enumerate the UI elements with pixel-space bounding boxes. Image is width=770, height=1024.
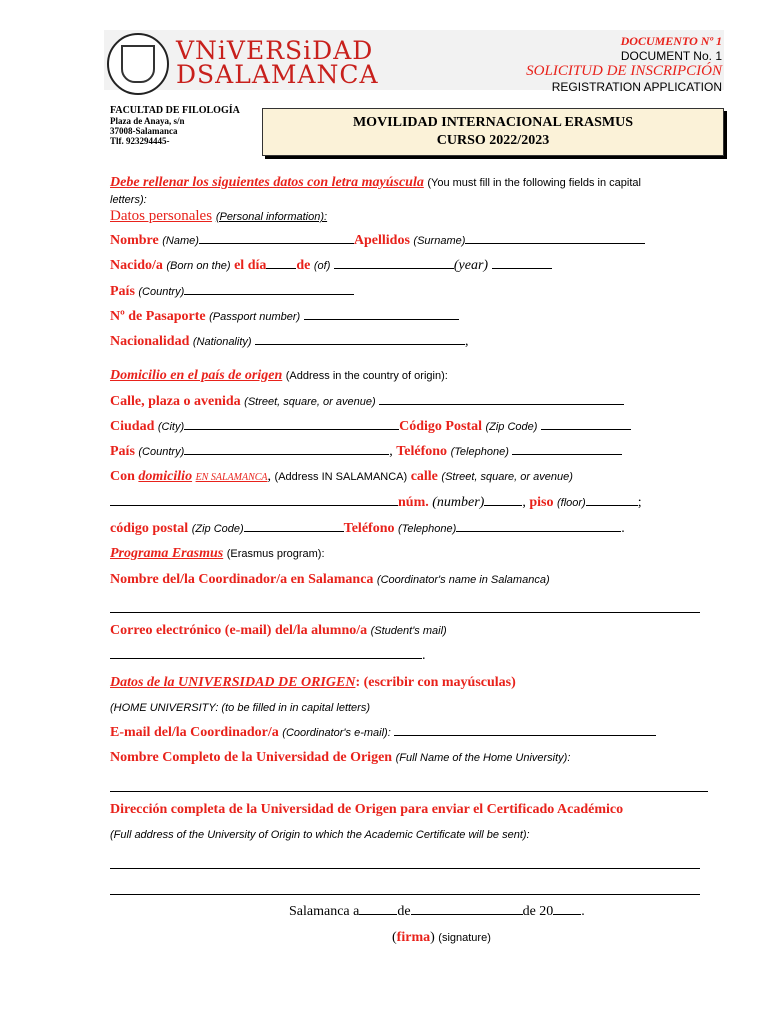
- city-field[interactable]: [184, 428, 399, 430]
- signature-line: (firma) (signature): [392, 930, 491, 945]
- student-email-label-en: (Student's mail): [370, 625, 447, 637]
- of-label-en: (of): [313, 260, 331, 272]
- passport-field[interactable]: [304, 318, 459, 320]
- instructions-en: (You must fill in the following fields in capital: [427, 177, 641, 189]
- university-seal-icon: [107, 33, 169, 95]
- home-country-label: País: [110, 444, 135, 459]
- instructions-en-2: letters):: [110, 194, 147, 206]
- title-line1: MOVILIDAD INTERNACIONAL ERASMUS: [352, 115, 634, 130]
- sal-zip-field[interactable]: [244, 530, 344, 532]
- nationality-label-en: (Nationality): [192, 336, 252, 348]
- zip-label-en: (Zip Code): [485, 421, 538, 433]
- signature-label: firma: [396, 930, 431, 945]
- passport-row: [110, 309, 459, 325]
- sal-phone-field[interactable]: [456, 530, 621, 532]
- floor-field[interactable]: [586, 504, 638, 506]
- salamanca-address-row: Con domicilio EN SALAMANCA, (Address IN SALAMANCA) calle (Street, square, or avenue): [110, 469, 573, 484]
- year-field[interactable]: [492, 267, 552, 269]
- month-date-field[interactable]: [411, 913, 523, 915]
- nationality-field[interactable]: [255, 343, 465, 345]
- sal-street-label: calle: [410, 469, 438, 484]
- doc-number-es: DOCUMENTO Nº 1: [620, 34, 722, 48]
- name-row: [110, 233, 645, 249]
- university-name-line1: VNiVERSiDAD: [176, 36, 374, 65]
- sal-phone-label: Teléfono: [343, 521, 395, 536]
- city-label: Ciudad: [110, 419, 155, 434]
- coord-email-field[interactable]: [394, 734, 656, 736]
- uni-address-row: [110, 802, 623, 818]
- coordinator-field[interactable]: [110, 612, 700, 613]
- faculty-address-2: 37008-Salamanca: [110, 126, 178, 136]
- coordinator-row: [110, 572, 550, 588]
- birth-row: [110, 258, 552, 274]
- uni-fullname-label-en: (Full Name of the Home University):: [395, 752, 571, 764]
- coordinator-label: Nombre del/la Coordinador/a en Salamanca: [110, 572, 374, 587]
- home-uni-heading-note: : (escribir con mayúsculas): [355, 675, 516, 690]
- con-label: Con: [110, 469, 135, 484]
- of-label: de: [296, 258, 311, 273]
- de1-label: de: [397, 904, 411, 919]
- student-email-line: .: [110, 648, 426, 664]
- day-label: el día: [234, 258, 267, 273]
- month-field[interactable]: [334, 267, 454, 269]
- floor-label-en: (floor): [556, 497, 586, 509]
- num-label: núm.: [398, 495, 429, 510]
- sal-phone-label-en: (Telephone): [397, 523, 457, 535]
- sal-street-field[interactable]: [110, 504, 398, 506]
- personal-heading: [110, 208, 327, 225]
- born-label: Nacido/a: [110, 258, 163, 273]
- sal-zip-label-en: (Zip Code): [191, 523, 244, 535]
- floor-label: piso: [529, 495, 554, 510]
- home-phone-label: Teléfono: [396, 444, 448, 459]
- instructions-line2: [110, 192, 147, 208]
- street-row: [110, 394, 624, 410]
- zip-label: Código Postal: [399, 419, 482, 434]
- form-title-en: REGISTRATION APPLICATION: [551, 80, 722, 94]
- date-line: Salamanca a de de 20 .: [289, 904, 585, 919]
- faculty-name: FACULTAD DE FILOLOGÍA: [110, 105, 240, 116]
- uni-address-label-en: (Full address of the University of Origin to which the Academic Certificate will be sent):: [110, 829, 530, 841]
- sal-zip-row: código postal (Zip Code) Teléfono (Telephone) .: [110, 521, 625, 536]
- country-field[interactable]: [184, 293, 354, 295]
- home-address-heading-es: Domicilio en el país de origen: [110, 368, 283, 383]
- num-label-en: (number): [432, 495, 485, 510]
- home-phone-label-en: (Telephone): [450, 446, 509, 458]
- place-label: Salamanca a: [289, 904, 360, 919]
- surname-label: Apellidos: [353, 233, 410, 248]
- nationality-label: Nacionalidad: [110, 334, 190, 349]
- born-label-en: (Born on the): [166, 260, 231, 272]
- faculty-block: [110, 106, 240, 146]
- country-label: País: [110, 284, 135, 299]
- surname-field[interactable]: [465, 242, 645, 244]
- sal-street-label-en: (Street, square, or avenue): [441, 471, 573, 483]
- passport-label-en: (Passport number): [209, 311, 301, 323]
- city-row: [110, 419, 631, 435]
- year-label-en: (year): [453, 258, 489, 273]
- home-address-heading-en: (Address in the country of origin):: [285, 370, 448, 382]
- signature-label-en: (signature): [438, 932, 491, 944]
- zip-field[interactable]: [541, 428, 631, 430]
- street-label: Calle, plaza o avenida: [110, 394, 241, 409]
- street-field[interactable]: [379, 403, 624, 405]
- document-id-block: [526, 34, 722, 94]
- day-field[interactable]: [266, 267, 296, 269]
- num-field[interactable]: [484, 504, 522, 506]
- instructions-line: [110, 175, 641, 191]
- home-uni-heading-en: (HOME UNIVERSITY: (to be filled in in capital letters): [110, 702, 371, 714]
- street-label-en: (Street, square, or avenue): [244, 396, 376, 408]
- title-box: [262, 108, 724, 156]
- uni-address-label: Dirección completa de la Universidad de Origen para enviar el Certificado Académico: [110, 802, 624, 817]
- personal-heading-es: Datos personales: [110, 208, 213, 224]
- de2-label: de 20: [522, 904, 554, 919]
- home-uni-heading: [110, 675, 516, 691]
- coord-email-label-en: (Coordinator's e-mail):: [282, 727, 391, 739]
- sal-zip-label: código postal: [110, 521, 189, 536]
- faculty-phone: Tlf. 923294445-: [110, 136, 170, 146]
- personal-heading-en: (Personal information):: [215, 211, 328, 223]
- instructions-es: Debe rellenar los siguientes datos con letra mayúscula: [110, 175, 424, 190]
- coord-email-row: [110, 725, 656, 741]
- home-uni-heading-en-row: [110, 700, 370, 716]
- coord-email-label: E-mail del/la Coordinador/a: [110, 725, 279, 740]
- country-row: [110, 284, 354, 300]
- year-date-field[interactable]: [553, 913, 581, 915]
- uni-fullname-label: Nombre Completo de la Universidad de Origen: [110, 750, 393, 765]
- erasmus-heading: [110, 546, 325, 562]
- en-salamanca-label: EN SALAMANCA: [195, 472, 268, 483]
- city-label-en: (City): [157, 421, 185, 433]
- student-email-row: [110, 623, 447, 639]
- faculty-address-1: Plaza de Anaya, s/n: [110, 116, 185, 126]
- uni-fullname-row: [110, 750, 570, 766]
- passport-label: Nº de Pasaporte: [110, 309, 206, 324]
- salamanca-address-en: (Address IN SALAMANCA): [274, 471, 408, 483]
- home-phone-field[interactable]: [512, 453, 622, 455]
- name-label: Nombre: [110, 233, 159, 248]
- name-field[interactable]: [199, 242, 354, 244]
- erasmus-heading-es: Programa Erasmus: [110, 546, 224, 561]
- title-line2: CURSO 2022/2023: [436, 133, 550, 148]
- country-label-en: (Country): [138, 286, 185, 298]
- doc-number-en: DOCUMENT No. 1: [620, 49, 722, 63]
- surname-label-en: (Surname): [413, 235, 466, 247]
- uni-address-en-row: [110, 827, 530, 843]
- home-country-label-en: (Country): [138, 446, 185, 458]
- university-name-line2: DSALAMANCA: [176, 60, 379, 89]
- coordinator-label-en: (Coordinator's name in Salamanca): [376, 574, 550, 586]
- student-email-field[interactable]: [110, 657, 422, 659]
- home-address-heading: [110, 368, 448, 384]
- erasmus-heading-en: (Erasmus program):: [226, 548, 325, 560]
- name-label-en: (Name): [162, 235, 199, 247]
- uni-address-field-1[interactable]: [110, 868, 700, 869]
- home-country-row: País (Country) , Teléfono (Telephone): [110, 444, 622, 460]
- nationality-row: Nacionalidad (Nationality) ,: [110, 334, 469, 349]
- home-country-field[interactable]: [184, 453, 389, 455]
- uni-fullname-field[interactable]: [110, 791, 708, 792]
- sal-number-row: núm. (number) , piso (floor) ;: [110, 495, 642, 511]
- student-email-label: Correo electrónico (e-mail) del/la alumno/a: [110, 623, 368, 638]
- form-title-es: SOLICITUD DE INSCRIPCIÓN: [526, 63, 722, 79]
- home-uni-heading-es: Datos de la UNIVERSIDAD DE ORIGEN: [110, 675, 356, 690]
- uni-address-field-2[interactable]: [110, 894, 700, 895]
- domicilio-label: domicilio: [138, 469, 193, 484]
- day-date-field[interactable]: [359, 913, 397, 915]
